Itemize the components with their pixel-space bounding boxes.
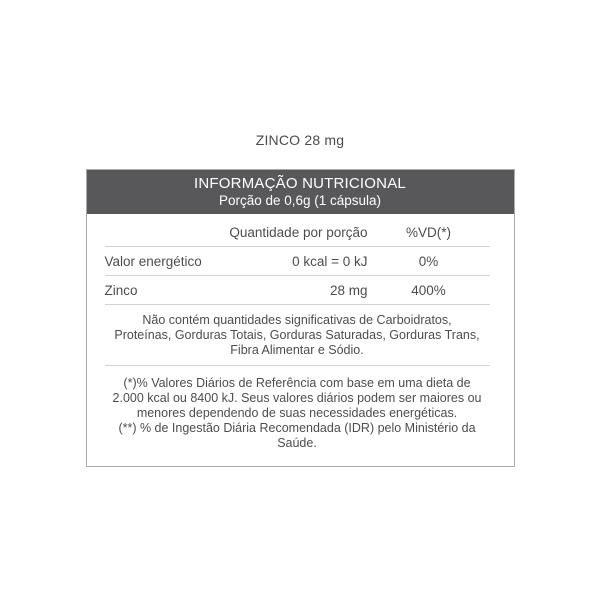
nutrient-vd: 0%: [418, 253, 439, 269]
note-line: Proteínas, Gorduras Totais, Gorduras Saturadas, Gorduras Trans,: [114, 328, 480, 342]
column-header-vd: %VD(*): [405, 225, 451, 240]
nutrition-facts-header-title: INFORMAÇÃO NUTRICIONAL: [194, 175, 406, 192]
nutrient-name: Valor energético: [104, 253, 202, 269]
nutrition-facts-box: [86, 169, 515, 467]
column-header-quantity: Quantidade por porção: [229, 225, 368, 240]
note-line: Fibra Alimentar e Sódio.: [230, 343, 364, 357]
table-header-row: [105, 214, 490, 247]
footnote-line: (**) % de Ingestão Diária Recomendada (IDR) pelo Ministério da Saúde.: [118, 421, 476, 450]
no-significant-amounts-note: [105, 305, 490, 366]
table-row-zinco: [105, 276, 490, 305]
product-title: ZINCO 28 mg: [255, 132, 345, 148]
serving-size-text: Porção de 0,6g (1 cápsula): [218, 193, 382, 208]
table-row-valor-energetico: [105, 247, 490, 276]
nutrient-quantity: 0 kcal = 0 kJ: [292, 253, 368, 269]
nutrient-vd: 400%: [411, 282, 446, 298]
footnote-line: 2.000 kcal ou 8400 kJ. Seus valores diários podem ser maiores ou: [112, 391, 482, 405]
note-line: Não contém quantidades significativas de Carboidratos,: [142, 313, 452, 327]
nutrition-facts-header: [87, 170, 514, 214]
daily-values-footnote: [105, 366, 490, 466]
footnote-line: (*)% Valores Diários de Referência com base em uma dieta de: [123, 376, 471, 390]
nutrient-quantity: 28 mg: [329, 282, 368, 298]
nutrient-name: Zinco: [104, 282, 138, 298]
footnote-line: menores dependendo de suas necessidades energéticas.: [136, 406, 458, 420]
nutrition-facts-body: [87, 214, 514, 466]
